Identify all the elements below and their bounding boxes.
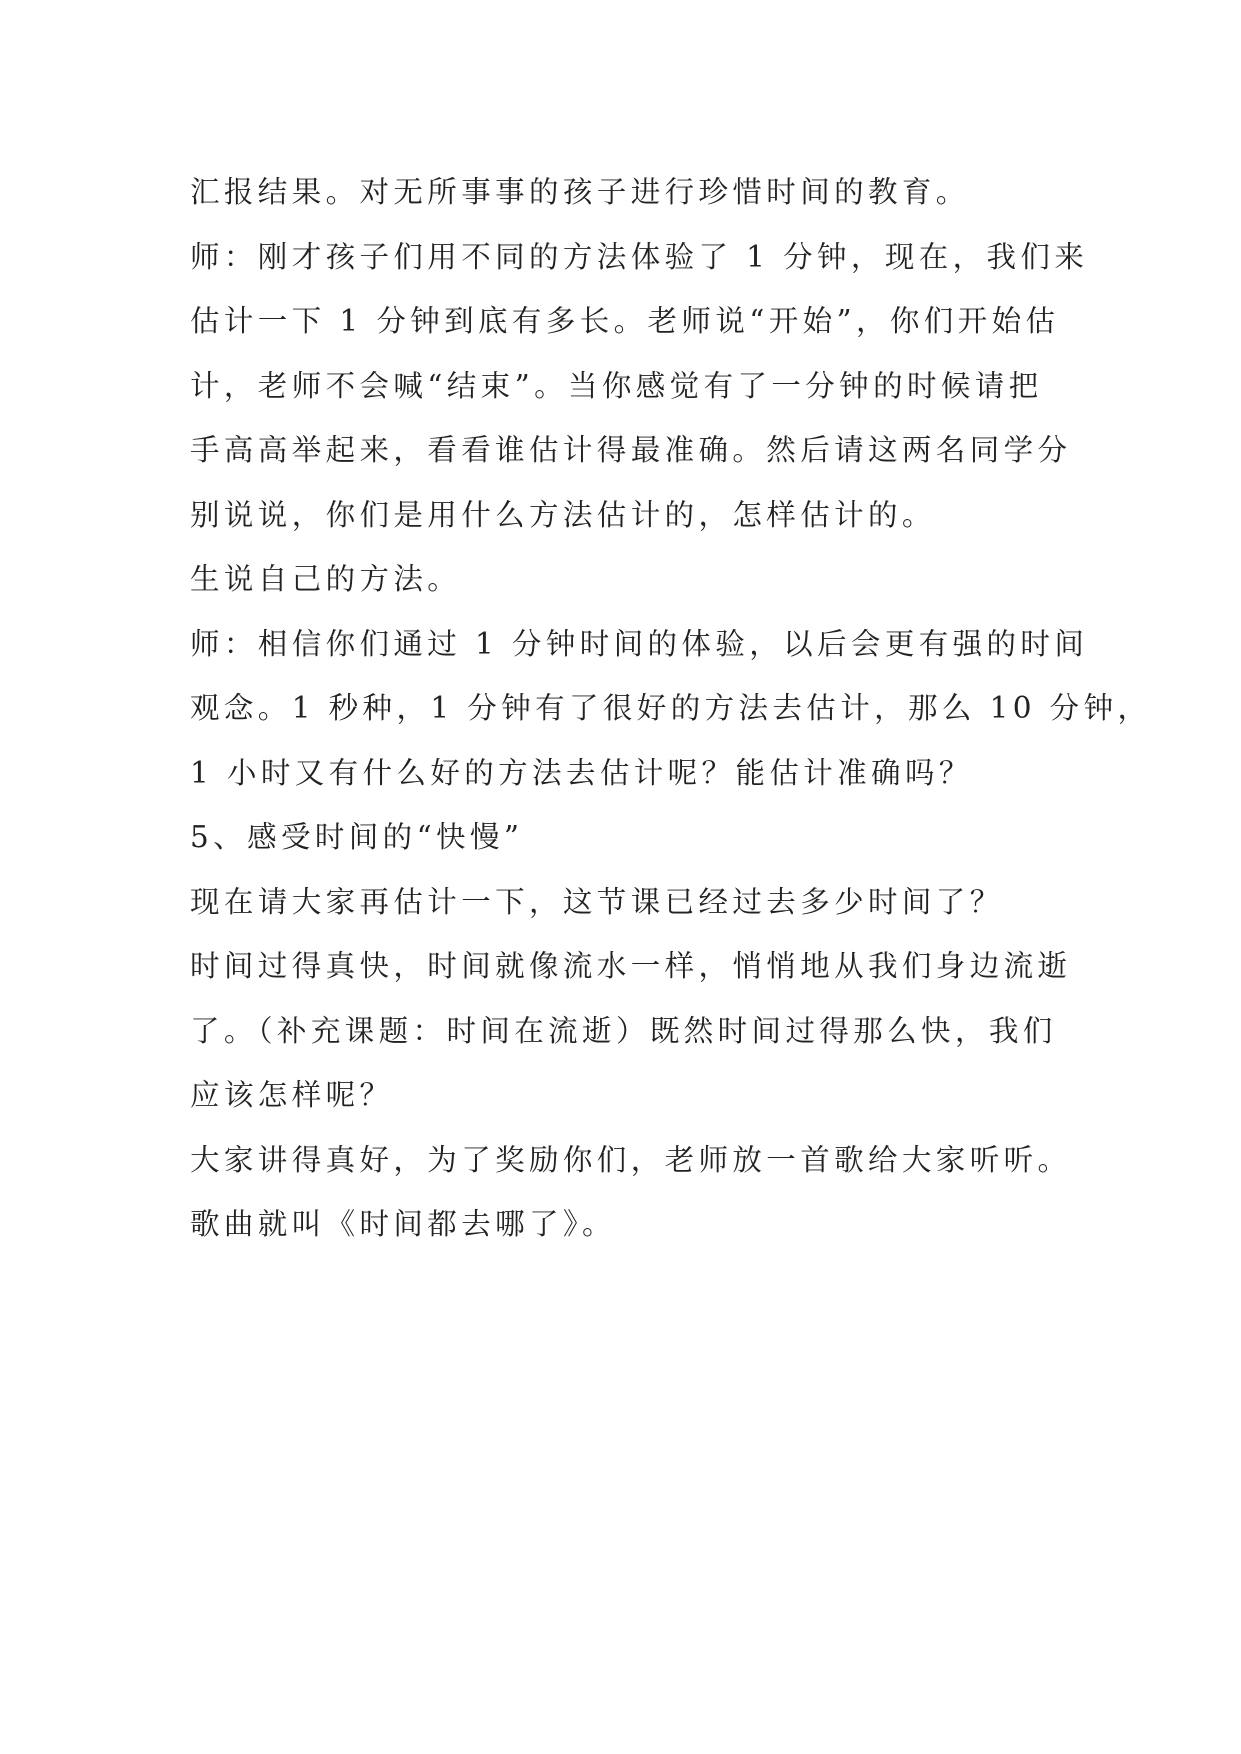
- text-line: 了。（补充课题：时间在流逝）既然时间过得那么快，我们: [190, 1013, 1057, 1048]
- text-line: 汇报结果。对无所事事的孩子进行珍惜时间的教育。: [190, 175, 970, 209]
- text-line: 现在请大家再估计一下，这节课已经过去多少时间了？: [190, 884, 1004, 919]
- section-heading: 5、感受时间的“快慢”: [190, 820, 524, 854]
- text-line: 1 小时又有什么好的方法去估计呢？能估计准确吗？: [190, 755, 973, 790]
- text-line: 观念。1 秒种，1 分钟有了很好的方法去估计，那么 10 分钟，: [190, 691, 1152, 725]
- text-line: 歌曲就叫《时间都去哪了》。: [190, 1207, 616, 1241]
- text-line: 师：相信你们通过 1 分钟时间的体验，以后会更有强的时间: [190, 626, 1089, 661]
- text-line: 时间过得真快，时间就像流水一样，悄悄地从我们身边流逝: [190, 949, 1072, 983]
- document-body: [190, 160, 1152, 1257]
- text-line: 应该怎样呢？: [190, 1078, 394, 1112]
- text-line: 手高高举起来，看看谁估计得最准确。然后请这两名同学分: [190, 433, 1072, 467]
- text-line: 计，老师不会喊“结束”。当你感觉有了一分钟的时候请把: [190, 368, 1043, 403]
- text-line: 生说自己的方法。: [190, 562, 462, 596]
- text-line: 估计一下 1 分钟到底有多长。老师说“开始”，你们开始估: [190, 304, 1060, 338]
- text-line: 别说说，你们是用什么方法估计的，怎样估计的。: [190, 497, 936, 532]
- text-line: 师：刚才孩子们用不同的方法体验了 1 分钟，现在，我们来: [190, 239, 1089, 274]
- text-line: 大家讲得真好，为了奖励你们，老师放一首歌给大家听听。: [190, 1142, 1072, 1177]
